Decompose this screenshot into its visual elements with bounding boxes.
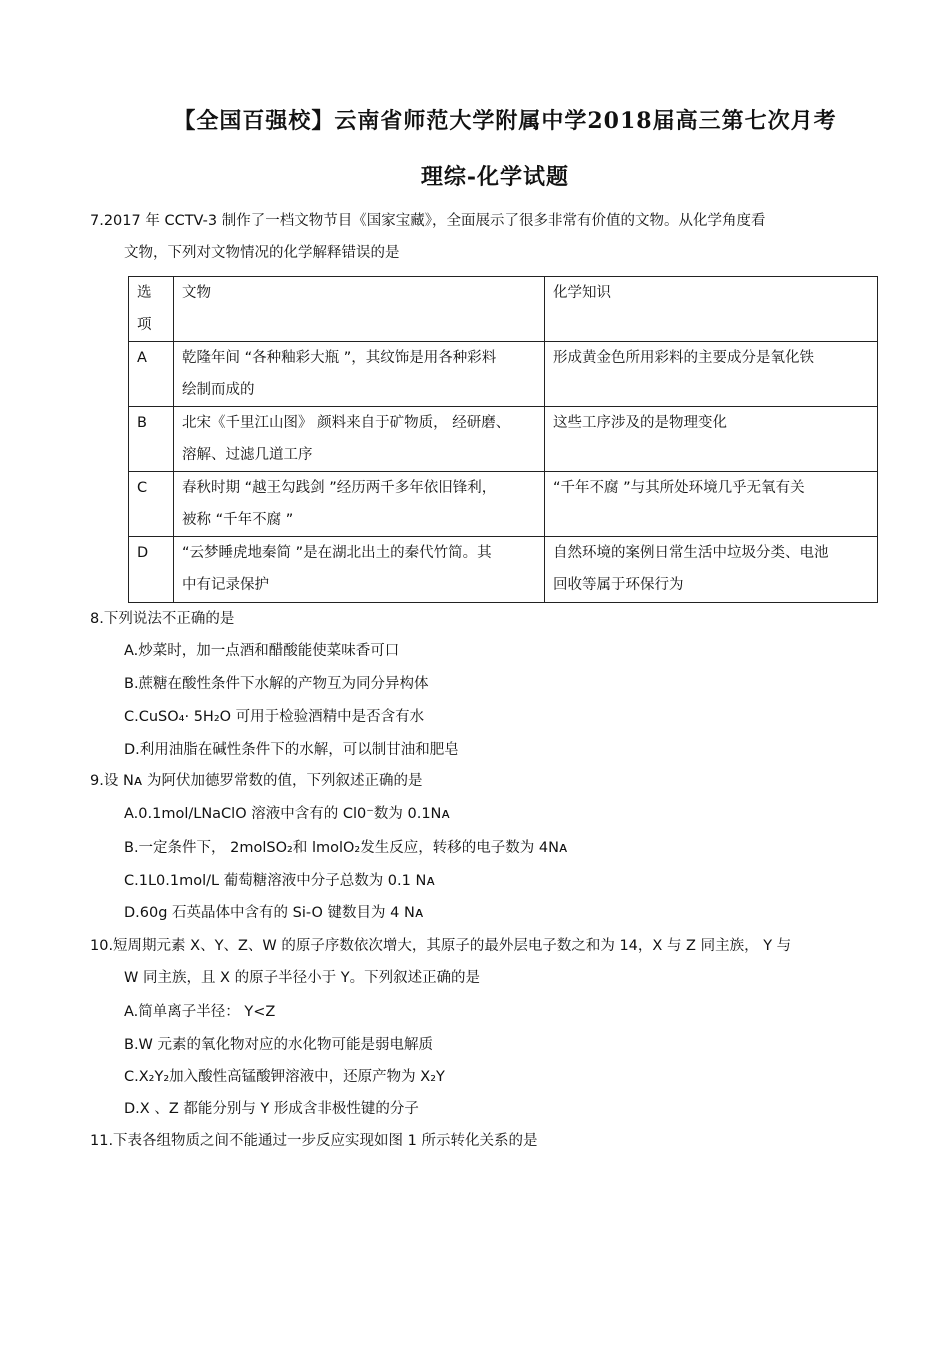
q9-option-d: D.60g 石英晶体中含有的 Si-O 键数目为 4 Nᴀ <box>124 905 424 921</box>
table-cell: D <box>129 537 174 603</box>
table-cell: 这些工序涉及的是物理变化 <box>545 407 878 472</box>
table-row <box>129 407 878 472</box>
table-cell: B <box>129 407 174 472</box>
q8-stem: 8.下列说法不正确的是 <box>90 611 235 627</box>
table-cell: 化学知识 <box>545 277 878 342</box>
q8-option-c: C.CuSO₄· 5H₂O 可用于检验酒精中是否含有水 <box>124 709 425 725</box>
q10-stem-line-1: 10.短周期元素 X、Y、Z、W 的原子序数依次增大，其原子的最外层电子数之和为 14，X 与 Z 同主族， Y 与 <box>90 938 792 954</box>
table-cell: A <box>129 342 174 407</box>
table-cell: 北宋《千里江山图》 颜料来自于矿物质， 经研磨、 溶解、过滤几道工序 <box>174 407 545 472</box>
q10-stem-line-2: W 同主族，且 X 的原子半径小于 Y。下列叙述正确的是 <box>124 970 481 986</box>
table-cell: 选 项 <box>129 277 174 342</box>
table-cell: 春秋时期 “越王勾践剑 ”经历两千多年依旧锋利， 被称 “千年不腐 ” <box>174 472 545 537</box>
table-row <box>129 342 878 407</box>
table-row <box>129 537 878 603</box>
q7-stem-line-2: 文物，下列对文物情况的化学解释错误的是 <box>124 245 400 261</box>
table-cell: 乾隆年间 “各种釉彩大瓶 ”，其纹饰是用各种彩料 绘制而成的 <box>174 342 545 407</box>
q8-option-d: D.利用油脂在碱性条件下的水解，可以制甘油和肥皂 <box>124 742 459 758</box>
q10-option-a: A.简单离子半径： Y<Z <box>124 1004 276 1020</box>
q7-stem-line-1: 7.2017 年 CCTV-3 制作了一档文物节目《国家宝藏》，全面展示了很多非常有价值的文物。从化学角度看 <box>90 213 766 229</box>
q9-option-b: B.一定条件下， 2molSO₂和 lmolO₂发生反应，转移的电子数为 4Nᴀ <box>124 840 568 856</box>
q9-stem: 9.设 Nᴀ 为阿伏加德罗常数的值，下列叙述正确的是 <box>90 773 423 789</box>
title-line-1: 【全国百强校】云南省师范大学附属中学2018届高三第七次月考 <box>173 108 837 134</box>
q9-option-c: C.1L0.1mol/L 葡萄糖溶液中分子总数为 0.1 Nᴀ <box>124 873 435 889</box>
title-line-2: 理综-化学试题 <box>420 164 570 190</box>
q10-option-d: D.X 、Z 都能分别与 Y 形成含非极性键的分子 <box>124 1101 419 1117</box>
q11-stem: 11.下表各组物质之间不能通过一步反应实现如图 1 所示转化关系的是 <box>90 1133 538 1149</box>
q10-option-c: C.X₂Y₂加入酸性高锰酸钾溶液中，还原产物为 X₂Y <box>124 1069 445 1085</box>
table-cell: “云梦睡虎地秦简 ”是在湖北出土的秦代竹简。其 中有记录保护 <box>174 537 545 603</box>
q8-option-b: B.蔗糖在酸性条件下水解的产物互为同分异构体 <box>124 676 429 692</box>
q9-option-a: A.0.1mol/LNaClO 溶液中含有的 Cl0⁻数为 0.1Nᴀ <box>124 806 450 822</box>
table-cell: 自然环境的案例日常生活中垃圾分类、电池 回收等属于环保行为 <box>545 537 878 603</box>
q8-option-a: A.炒菜时，加一点酒和醋酸能使菜味香可口 <box>124 643 400 659</box>
table-row <box>129 472 878 537</box>
q7-table <box>128 276 878 603</box>
q10-option-b: B.W 元素的氧化物对应的水化物可能是弱电解质 <box>124 1037 434 1053</box>
table-cell: 形成黄金色所用彩料的主要成分是氧化铁 <box>545 342 878 407</box>
table-cell: 文物 <box>174 277 545 342</box>
table-row <box>129 277 878 342</box>
table-cell: “千年不腐 ”与其所处环境几乎无氧有关 <box>545 472 878 537</box>
table-cell: C <box>129 472 174 537</box>
